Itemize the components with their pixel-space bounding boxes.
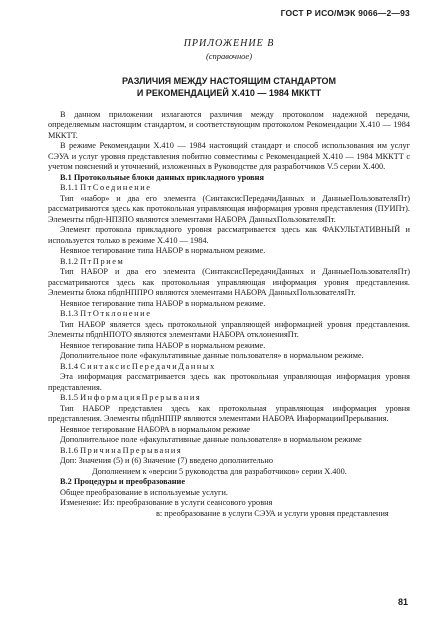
clause-number: В.1.6 <box>60 445 78 455</box>
clause-title: СинтаксисПередачиДанных <box>80 361 216 371</box>
clause-b16-addition: Доп: Значения (5) и (6) Значение (7) введено дополнительно <box>60 456 274 465</box>
section-heading-line-1: РАЗЛИЧИЯ МЕЖДУ НАСТОЯЩИМ СТАНДАРТОМ <box>121 75 336 86</box>
appendix-title: ПРИЛОЖЕНИЕ В <box>183 37 275 49</box>
clause-title: ПричинаПрерывания <box>80 445 183 455</box>
clause-b12-heading <box>48 257 410 268</box>
standard-code-header: ГОСТ Р ИСО/МЭК 9066—2—93 <box>280 8 410 18</box>
intro-paragraph: В данном приложении излагаются различия между протоколом надежной передачи, определяемым настоящим стандартом, и соответствующим протоколом Рекомендации X.410 — 1984 МККТТ. <box>48 109 410 140</box>
clause-b11-heading <box>48 183 410 194</box>
clause-b11-element: Элемент протокола прикладного уровня рассматривается здесь как ФАКУЛЬТАТИВНЫЙ и используется только в режиме X.410 — 1984. <box>48 225 410 245</box>
page-number: 81 <box>397 596 408 607</box>
clause-b13-heading <box>48 309 410 320</box>
clause-b15-extra: Дополнительное поле «факультативные данные пользователя» в нормальном режиме <box>60 435 362 444</box>
section-heading-line-2: И РЕКОМЕНДАЦИЕЙ X.410 — 1984 МККТТ <box>136 87 322 98</box>
clause-title: ПтПрием <box>80 256 125 266</box>
clause-b12-tagging: Неявное тегирование типа НАБОР в нормальном режиме. <box>60 298 266 308</box>
subsection-b2-change-from: Изменение: Из: преобразование в услуги сеансового уровня <box>60 498 273 507</box>
clause-title: ПтСоединение <box>80 183 152 192</box>
mode-paragraph: В режиме Рекомендации X.410 — 1984 настоящий стандарт и способ использования им услуг СЭУА и услуг уровня представления побитно совместимы с Рекомендацией X.410 — 1984 МККТТ с учетом пояснений и уточнений, изложенных в Руководстве для разработчиков V.5 серии X.400. <box>48 141 410 171</box>
clause-number: В.1.2 <box>60 256 78 266</box>
clause-b11-text: Тип «набор» и два его элемента (СинтаксисПередачиДанных и ДанныеПользователяПт) рассматриваются здесь как протокольная управляющая информация уровня представления (ПУИПт). Элементы пбдп-НПЗПО являются элементами НАБОРА ДанныхПользователяПт. <box>48 193 410 224</box>
clause-number: В.1.4 <box>60 361 78 371</box>
subsection-b2-heading: В.2 Процедуры и преобразование <box>60 477 186 486</box>
clause-b15-tagging: Неявное тегирование НАБОРА в нормальном режиме <box>60 424 250 434</box>
clause-title: ИнформацияПрерывания <box>80 393 202 402</box>
clause-b15-text: Тип НАБОР представлен здесь как протокольная управляющая информация уровня представления. Элементы пбдпНППР являются элементами НАБОРА ИнформацииПрерывания. <box>48 403 410 423</box>
clause-b15-heading <box>48 393 410 404</box>
clause-b14-heading <box>48 362 410 373</box>
clause-b13-tagging: Неявное тегирование типа НАБОР в нормальном режиме. <box>60 340 266 350</box>
clause-number: В.1.1 <box>60 183 78 192</box>
clause-b16-addition-note: Дополнением к «версии 5 руководства для разработчиков» серии X.400. <box>92 466 347 476</box>
section-heading <box>48 75 410 99</box>
subsection-b2-change-to: в: преобразование в услуги СЭУА и услуги уровня представления <box>156 508 389 518</box>
clause-number: В.1.3 <box>60 309 78 318</box>
clause-b14-text: Эта информация рассматривается здесь как протокольная управляющая информация уровня представления. <box>48 372 410 392</box>
clause-b16-heading <box>48 446 410 457</box>
clause-b13-text: Тип НАБОР является здесь протокольной управляющей информацией уровня представления. Элементы пбдпНПОТО являются элементами НАБОРА отклоненияПт. <box>48 319 410 339</box>
clause-b13-extra: Дополнительное поле «факультативные данные пользователя» в нормальном режиме. <box>60 351 364 360</box>
appendix-subtitle: (справочное) <box>205 51 253 61</box>
subsection-b2-general: Общее преобразование в используемые услуги. <box>60 487 228 497</box>
clause-number: В.1.5 <box>60 393 78 402</box>
clause-title: ПтОтклонение <box>80 309 152 318</box>
clause-b11-tagging: Неявное тегирование типа НАБОР в нормальном режиме. <box>60 246 266 255</box>
subsection-b1-heading: В.1 Протокольные блоки данных прикладного уровня <box>60 172 264 182</box>
clause-b12-text: Тип НАБОР и два его элемента (СинтаксисПередачиДанных и ДанныеПользователяПт) рассматриваются здесь как протокольная управляющая информация уровня представления. Элементы блока пбдпНППРО являются элементами НАБОРА ДанныхПользователяПт. <box>48 267 410 297</box>
